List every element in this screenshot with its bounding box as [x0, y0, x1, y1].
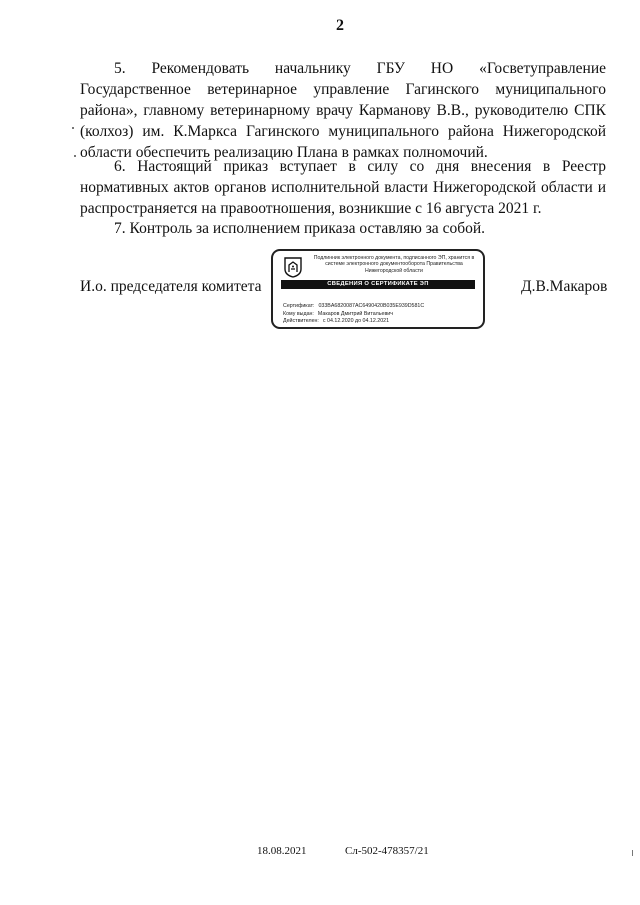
certificate-label: Сертификат:: [283, 303, 315, 309]
issued-to-row: [283, 311, 393, 317]
paragraph-5: 5. Рекомендовать начальнику ГБУ НО «Госветуправление Государственное ветеринарное управление Гагинского муниципального района», главному ветеринарному врачу Карманову В.В., руководителю СПК (колхоз) им. К.Маркса Гагинского муниципального района Нижегородской области обеспечить реализацию Плана в рамках полномочий.: [80, 60, 606, 161]
issued-to-label: Кому выдан:: [283, 311, 314, 317]
stamp-header: СВЕДЕНИЯ О СЕРТИФИКАТЕ ЭП: [281, 280, 475, 289]
stamp-notice: Подлинник электронного документа, подписанного ЭП, хранится в системе электронного документооборота Правительства Нижегородской области: [313, 255, 475, 274]
scan-speck: [632, 850, 633, 856]
certificate-row: [283, 303, 424, 309]
scan-speck: [72, 127, 74, 129]
digital-signature-stamp: [271, 249, 485, 329]
page-number: 2: [336, 17, 344, 34]
signer-title: И.о. председателя комитета: [80, 278, 262, 295]
footer-registration-number: Сл-502-478357/21: [345, 845, 429, 857]
scan-speck: [74, 155, 76, 157]
validity-label: Действителен:: [283, 318, 319, 324]
coat-of-arms-icon: [284, 257, 302, 278]
footer-date: 18.08.2021: [257, 845, 307, 857]
paragraph-7: 7. Контроль за исполнением приказа оставляю за собой.: [114, 220, 486, 237]
signer-name: Д.В.Макаров: [521, 278, 608, 295]
certificate-value: 033BA6820087AC6490420B035E939D581C: [318, 303, 425, 309]
issued-to-value: Макаров Дмитрий Витальевич: [317, 311, 393, 317]
validity-value: с 04.12.2020 до 04.12.2021: [322, 318, 390, 324]
validity-row: [283, 318, 389, 324]
paragraph-6: 6. Настоящий приказ вступает в силу со дня внесения в Реестр нормативных актов органов исполнительной власти Нижегородской области и распространяется на правоотношения, возникшие с 16 августа 2021 г.: [80, 158, 606, 217]
